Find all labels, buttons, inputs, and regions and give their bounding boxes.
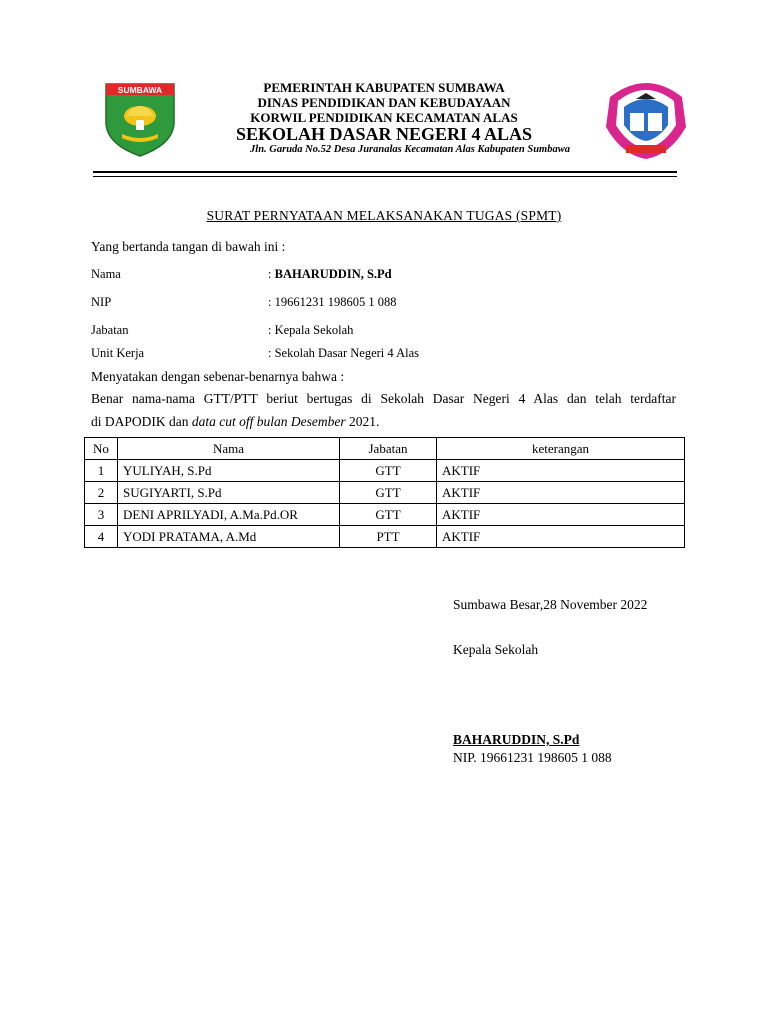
- column-header-jabatan: Jabatan: [340, 438, 437, 460]
- svg-text:SUMBAWA: SUMBAWA: [117, 85, 163, 95]
- identity-value-unit-kerja: : Sekolah Dasar Negeri 4 Alas: [268, 346, 420, 360]
- identity-value-nip: : 19661231 198605 1 088: [268, 295, 397, 309]
- place-date: Sumbawa Besar,28 November 2022: [453, 597, 648, 612]
- signer-position: Kepala Sekolah: [453, 642, 539, 657]
- header-divider-thin: [93, 176, 677, 177]
- kop-line-3: KORWIL PENDIDIKAN KECAMATAN ALAS: [250, 110, 518, 125]
- school-address: Jln. Garuda No.52 Desa Juranalas Kecamatan Alas Kabupaten Sumbawa: [250, 144, 570, 155]
- cell-nama: YULIYAH, S.Pd: [118, 460, 340, 482]
- intro-text: Yang bertanda tangan di bawah ini :: [91, 239, 286, 254]
- paragraph-line-1: Benar nama-nama GTT/PTT beriut bertugas di Sekolah Dasar Negeri 4 Alas dan telah terdaftar: [91, 391, 676, 406]
- cell-nama: DENI APRILYADI, A.Ma.Pd.OR: [118, 504, 340, 526]
- header-divider-thick: [93, 171, 677, 173]
- staff-table: [84, 437, 685, 548]
- cell-no: 4: [85, 526, 118, 548]
- cell-keterangan: AKTIF: [437, 526, 685, 548]
- cell-keterangan: AKTIF: [437, 504, 685, 526]
- cell-jabatan: GTT: [340, 460, 437, 482]
- kop-line-1: PEMERINTAH KABUPATEN SUMBAWA: [263, 80, 505, 95]
- table-row: [85, 482, 685, 504]
- cell-jabatan: GTT: [340, 504, 437, 526]
- identity-label-unit-kerja: Unit Kerja: [91, 346, 145, 360]
- signer-nip: NIP. 19661231 198605 1 088: [453, 750, 612, 765]
- cell-nama: YODI PRATAMA, A.Md: [118, 526, 340, 548]
- kop-line-2: DINAS PENDIDIKAN DAN KEBUDAYAAN: [257, 95, 511, 110]
- cell-nama: SUGIYARTI, S.Pd: [118, 482, 340, 504]
- column-header-keterangan: keterangan: [437, 438, 685, 460]
- identity-label-nip: NIP: [91, 295, 112, 309]
- paragraph-line-2: di DAPODIK dan data cut off bulan Desember 2021.: [91, 414, 380, 429]
- cell-keterangan: AKTIF: [437, 482, 685, 504]
- table-row: [85, 460, 685, 482]
- table-row: [85, 504, 685, 526]
- document-title: SURAT PERNYATAAN MELAKSANAKAN TUGAS (SPMT): [206, 208, 562, 223]
- cell-jabatan: GTT: [340, 482, 437, 504]
- cell-no: 2: [85, 482, 118, 504]
- table-row: [85, 526, 685, 548]
- signer-name: BAHARUDDIN, S.Pd: [453, 732, 580, 747]
- table-header-row: [85, 438, 685, 460]
- cell-no: 1: [85, 460, 118, 482]
- statement-text: Menyatakan dengan sebenar-benarnya bahwa :: [91, 369, 345, 384]
- cell-no: 3: [85, 504, 118, 526]
- identity-value-jabatan: : Kepala Sekolah: [268, 323, 354, 337]
- identity-label-nama: Nama: [91, 267, 121, 281]
- column-header-no: No: [85, 438, 118, 460]
- identity-value-nama: : BAHARUDDIN, S.Pd: [268, 267, 392, 281]
- cell-keterangan: AKTIF: [437, 460, 685, 482]
- identity-label-jabatan: Jabatan: [91, 323, 129, 337]
- school-name: SEKOLAH DASAR NEGERI 4 ALAS: [235, 124, 533, 144]
- cell-jabatan: PTT: [340, 526, 437, 548]
- column-header-nama: Nama: [118, 438, 340, 460]
